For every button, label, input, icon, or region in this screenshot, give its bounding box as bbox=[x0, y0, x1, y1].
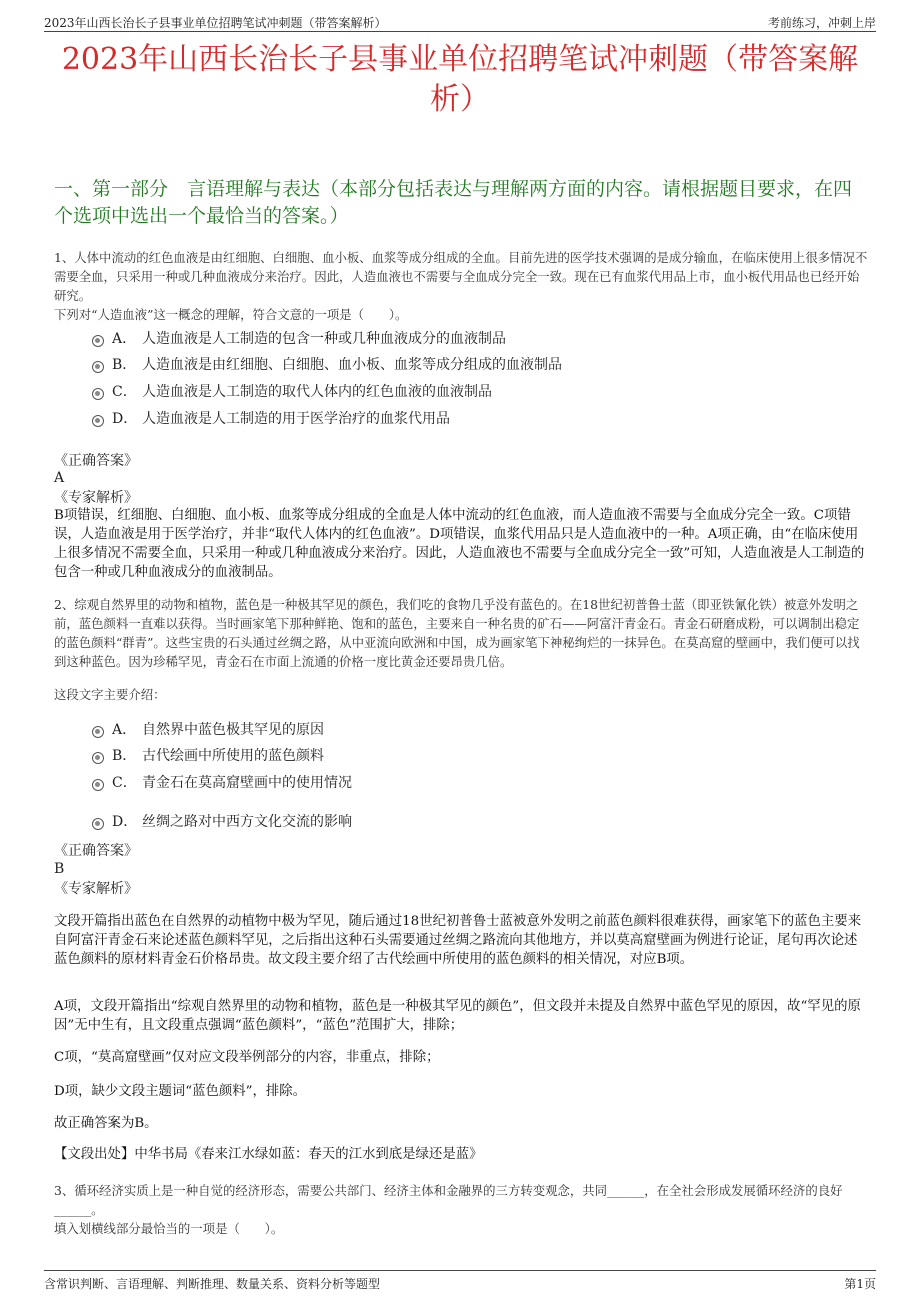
question-2-passage: 2、综观自然界里的动物和植物，蓝色是一种极其罕见的颜色，我们吃的食物几乎没有蓝色的。在18世纪初普鲁士蓝（即亚铁氰化铁）被意外发明之前，蓝色颜料一直难以获得。当时画家笔下那种鲜艳、饱和的蓝色，主要来自一种名贵的矿石——阿富汗青金石。青金石研磨成粉，可以调制出稳定的蓝色颜料“群青”。这些宝贵的石头通过丝绸之路，从中亚流向欧洲和中国，成为画家笔下神秘绚烂的一抹异色。在莫高窟的壁画中，我们便可以找到这种蓝色。因为珍稀罕见，青金石在市面上流通的价格一度比黄金还要昂贵几倍。 bbox=[54, 597, 860, 669]
page-footer bbox=[44, 1270, 876, 1292]
radio-icon[interactable] bbox=[92, 752, 104, 764]
question-1-analysis: B项错误，红细胞、白细胞、血小板、血浆等成分组成的全血是人体中流动的红色血液，而人造血液不需要与全血成分完全一致。C项错误，人造血液是用于医学治疗，并非“取代人体内的红色血液”。D项错误，血浆代用品只是人造血液中的一种。A项正确，由“在临床使用上很多情况不需要全血，只采用一种或几种血液成分来治疗。因此，人造血液也不需要与全血成分完全一致”可知，人造血液是人工制造的包含一种或几种血液成分的血液制品。 bbox=[54, 508, 865, 580]
question-1-passage: 1、人体中流动的红色血液是由红细胞、白细胞、血小板、血浆等成分组成的全血。目前先进的医学技术强调的是成分输血，在临床使用上很多情况不需要全血，只采用一种或几种血液成分来治疗。因此，人造血液也不需要与全血成分完全一致。现在已有血浆代用品上市，血小板代用品也已经开始研究。 bbox=[54, 250, 868, 303]
question-2-analysis-p4: D项，缺少文段主题词“蓝色颜料”，排除。 bbox=[54, 1084, 307, 1099]
question-3-passage: 3、循环经济实质上是一种自觉的经济形态，需要公共部门、经济主体和金融界的三方转变观念，共同______，在全社会形成发展循环经济的良好______。 bbox=[54, 1183, 843, 1217]
header-slogan: 考前练习，冲刺上岸 bbox=[767, 16, 876, 30]
question-2-stem: 这段文字主要介绍： bbox=[54, 687, 166, 702]
question-2-analysis-p1: 文段开篇指出蓝色在自然界的动植物中极为罕见，随后通过18世纪初普鲁士蓝被意外发明之前蓝色颜料很难获得，画家笔下的蓝色主要来自阿富汗青金石来论述蓝色颜料罕见，之后指出这种石头需要通过丝绸之路流向其他地方，并以莫高窟壁画为例进行论证，尾句再次论述蓝色颜料的原材料青金石价格昂贵。故文段主要介绍了古代绘画中所使用的蓝色颜料的相关情况，对应B项。 bbox=[54, 914, 862, 967]
header-title: 2023年山西长治长子县事业单位招聘笔试冲刺题（带答案解析） bbox=[44, 16, 387, 30]
question-1-analysis-label: 《专家解析》 bbox=[54, 490, 138, 506]
question-2-answer-label: 《正确答案》 bbox=[54, 843, 138, 859]
radio-icon[interactable] bbox=[92, 388, 104, 400]
question-1-option-b[interactable]: B． 人造血液是由红细胞、白细胞、血小板、血浆等成分组成的血液制品 bbox=[92, 356, 562, 374]
radio-icon[interactable] bbox=[92, 361, 104, 373]
question-2-answer: B bbox=[54, 861, 65, 877]
question-3-stem: 填入划横线部分最恰当的一项是（ ）。 bbox=[54, 1221, 284, 1236]
question-1-option-d[interactable]: D． 人造血液是人工制造的用于医学治疗的血浆代用品 bbox=[92, 410, 450, 428]
document-title: 2023年山西长治长子县事业单位招聘笔试冲刺题（带答案解析） bbox=[61, 42, 859, 117]
question-2-source: 【文段出处】中华书局《春来江水绿如蓝：春天的江水到底是绿还是蓝》 bbox=[54, 1147, 483, 1162]
question-1-answer: A bbox=[54, 470, 65, 486]
question-2-option-a[interactable]: A． 自然界中蓝色极其罕见的原因 bbox=[92, 721, 324, 739]
question-2-option-c[interactable]: C． 青金石在莫高窟壁画中的使用情况 bbox=[92, 774, 352, 792]
question-2-analysis-p5: 故正确答案为B。 bbox=[54, 1116, 158, 1131]
radio-icon[interactable] bbox=[92, 779, 104, 791]
page-number: 第1页 bbox=[844, 1277, 876, 1291]
question-2-option-b[interactable]: B． 古代绘画中所使用的蓝色颜料 bbox=[92, 747, 324, 765]
radio-icon[interactable] bbox=[92, 335, 104, 347]
question-1-option-a[interactable]: A． 人造血液是人工制造的包含一种或几种血液成分的血液制品 bbox=[92, 330, 506, 348]
question-1-answer-label: 《正确答案》 bbox=[54, 453, 138, 469]
question-2-option-d[interactable]: D． 丝绸之路对中西方文化交流的影响 bbox=[92, 813, 352, 831]
question-1-stem: 下列对“人造血液”这一概念的理解，符合文意的一项是（ ）。 bbox=[54, 307, 408, 322]
section-heading: 一、第一部分 言语理解与表达（本部分包括表达与理解两方面的内容。请根据题目要求，在四个选项中选出一个最恰当的答案。） bbox=[54, 178, 853, 227]
page-header bbox=[44, 10, 876, 32]
radio-icon[interactable] bbox=[92, 818, 104, 830]
question-1-option-c[interactable]: C． 人造血液是人工制造的取代人体内的红色血液的血液制品 bbox=[92, 383, 492, 401]
footer-question-types: 含常识判断、言语理解、判断推理、数量关系、资料分析等题型 bbox=[44, 1277, 381, 1291]
radio-icon[interactable] bbox=[92, 726, 104, 738]
question-2-analysis-label: 《专家解析》 bbox=[54, 881, 138, 897]
radio-icon[interactable] bbox=[92, 415, 104, 427]
question-2-analysis-p2: A项，文段开篇指出“综观自然界里的动物和植物，蓝色是一种极其罕见的颜色”，但文段并未提及自然界中蓝色罕见的原因，故“罕见的原因”无中生有，且文段重点强调“蓝色颜料”，“蓝色”范围扩大，排除； bbox=[54, 999, 861, 1033]
question-2-analysis-p3: C项，“莫高窟壁画”仅对应文段举例部分的内容，非重点，排除； bbox=[54, 1050, 440, 1065]
